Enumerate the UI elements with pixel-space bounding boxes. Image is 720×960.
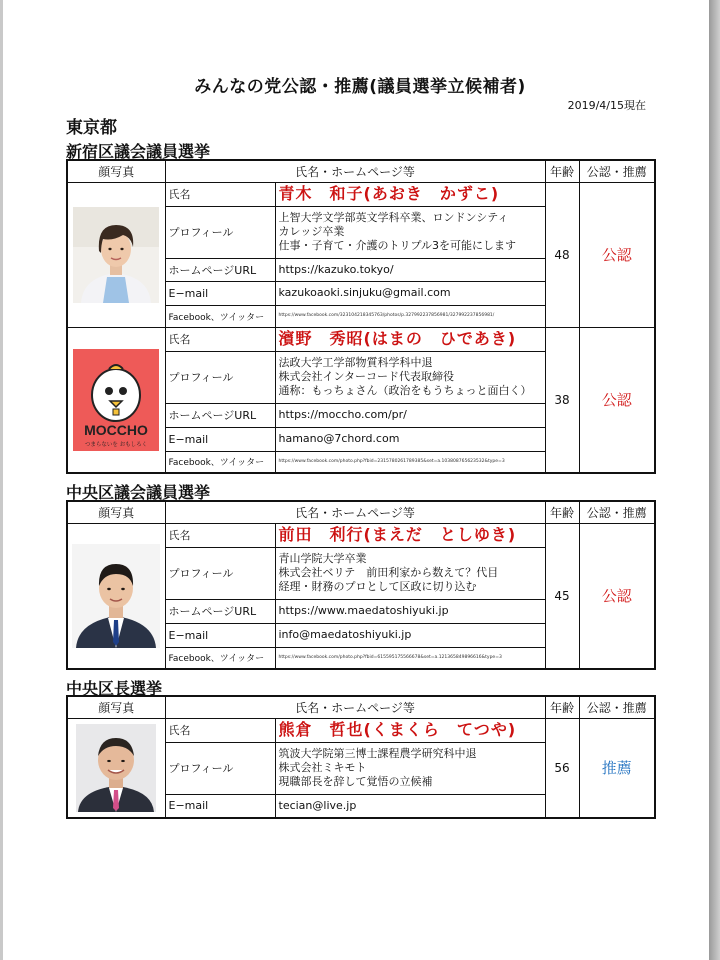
row-label-email: E−mail — [165, 427, 275, 451]
row-label-email: E−mail — [165, 794, 275, 818]
header-name-hp: 氏名・ホームページ等 — [165, 160, 545, 182]
row-label-hp: ホームページURL — [165, 258, 275, 281]
candidate-facebook-link[interactable]: https://www.facebook.com/photo.php?fbid=2315780261789385&set=a.103808765623532&type=3 — [275, 451, 545, 473]
row-label-facebook: Facebook、ツイッター — [165, 647, 275, 669]
candidate-profile — [275, 206, 545, 258]
candidate-name: 前田 利行(まえだ としゆき) — [275, 523, 545, 547]
row-label-email: E−mail — [165, 623, 275, 647]
candidate-age: 56 — [545, 718, 579, 818]
header-photo: 顔写真 — [67, 160, 165, 182]
candidate-facebook-link[interactable]: https://www.facebook.com/photo.php?fbid=615595175566678&set=a.121365849896616&type=3 — [275, 647, 545, 669]
row-label-email: E−mail — [165, 281, 275, 305]
header-status: 公認・推薦 — [579, 696, 655, 718]
row-label-hp: ホームページURL — [165, 403, 275, 427]
section-title-chuo-assembly: 中央区議会議員選挙 — [66, 483, 211, 502]
document-date: 2019/4/15現在 — [567, 99, 646, 112]
profile-line: カレッジ卒業 — [278, 225, 345, 238]
row-label-name: 氏名 — [165, 327, 275, 351]
logo-text: MOCCHO — [84, 421, 149, 438]
table-header-row — [67, 160, 655, 182]
table-header-row — [67, 696, 655, 718]
table-header-row — [67, 501, 655, 523]
candidate-profile — [275, 547, 545, 599]
candidate-status: 推薦 — [579, 718, 655, 818]
profile-line: 株式会社インターコード代表取締役 — [278, 370, 455, 383]
row-label-profile: プロフィール — [165, 351, 275, 403]
candidate-age: 45 — [545, 523, 579, 669]
row-label-name: 氏名 — [165, 523, 275, 547]
table-row — [67, 182, 655, 206]
candidate-hp-link[interactable]: https://www.maedatoshiyuki.jp — [275, 599, 545, 623]
candidate-photo-cell — [67, 327, 165, 473]
header-name-hp: 氏名・ホームページ等 — [165, 501, 545, 523]
row-label-name: 氏名 — [165, 718, 275, 742]
candidate-email[interactable]: info@maedatoshiyuki.jp — [275, 623, 545, 647]
man-portrait-photo — [76, 724, 156, 812]
candidate-table-shinjuku — [66, 159, 656, 474]
table-row — [67, 718, 655, 742]
candidate-photo-cell — [67, 718, 165, 818]
candidate-hp-link[interactable]: https://kazuko.tokyo/ — [275, 258, 545, 281]
table-row — [67, 523, 655, 547]
header-status: 公認・推薦 — [579, 160, 655, 182]
row-label-hp: ホームページURL — [165, 599, 275, 623]
section-title-shinjuku: 新宿区議会議員選挙 — [66, 142, 211, 161]
candidate-status: 公認 — [579, 327, 655, 473]
profile-line: 上智大学文学部英文学科卒業、ロンドンシティ — [278, 211, 509, 224]
header-age: 年齢 — [545, 696, 579, 718]
profile-line: 現職部長を辞して覚悟の立候補 — [278, 775, 433, 788]
row-label-profile: プロフィール — [165, 547, 275, 599]
document-title: みんなの党公認・推薦(議員選挙立候補者) — [194, 77, 526, 97]
candidate-photo-cell — [67, 182, 165, 327]
row-label-profile: プロフィール — [165, 206, 275, 258]
row-label-name: 氏名 — [165, 182, 275, 206]
table-row — [67, 327, 655, 351]
section-title-chuo-mayor: 中央区長選挙 — [66, 679, 163, 698]
candidate-status: 公認 — [579, 523, 655, 669]
header-age: 年齢 — [545, 501, 579, 523]
profile-line: 通称：もっちょさん（政治をもうちょっと面白く） — [278, 384, 532, 397]
woman-portrait-photo — [73, 207, 159, 303]
candidate-name: 熊倉 哲也(くまくら てつや) — [275, 718, 545, 742]
candidate-name: 青木 和子(あおき かずこ) — [275, 182, 545, 206]
region-heading: 東京都 — [66, 118, 117, 138]
candidate-age: 48 — [545, 182, 579, 327]
man-portrait-photo — [72, 544, 160, 648]
candidate-profile — [275, 742, 545, 794]
candidate-table-chuo-mayor — [66, 695, 656, 819]
profile-line: 株式会社ベリテ 前田利家から数えて？代目 — [278, 566, 499, 579]
profile-line: 法政大学工学部物質科学科中退 — [278, 356, 433, 369]
candidate-profile — [275, 351, 545, 403]
profile-line: 経理・財務のプロとして区政に切り込む — [278, 580, 477, 593]
candidate-email[interactable]: kazukoaoki.sinjuku@gmail.com — [275, 281, 545, 305]
candidate-name: 濱野 秀昭(はまの ひであき) — [275, 327, 545, 351]
row-label-profile: プロフィール — [165, 742, 275, 794]
candidate-facebook-link[interactable]: https://www.facebook.com/323104218345763/photos/p.327992237856981/327992237856981/ — [275, 305, 545, 327]
candidate-photo-cell — [67, 523, 165, 669]
candidate-email[interactable]: tecian@live.jp — [275, 794, 545, 818]
candidate-status: 公認 — [579, 182, 655, 327]
row-label-facebook: Facebook、ツイッター — [165, 451, 275, 473]
profile-line: 株式会社ミキモト — [278, 761, 367, 774]
header-age: 年齢 — [545, 160, 579, 182]
header-photo: 顔写真 — [67, 501, 165, 523]
candidate-hp-link[interactable]: https://moccho.com/pr/ — [275, 403, 545, 427]
profile-line: 青山学院大学卒業 — [278, 552, 367, 565]
candidate-age: 38 — [545, 327, 579, 473]
logo-tagline: つまらないを おもしろく — [85, 441, 148, 448]
candidate-email[interactable]: hamano@7chord.com — [275, 427, 545, 451]
row-label-facebook: Facebook、ツイッター — [165, 305, 275, 327]
header-status: 公認・推薦 — [579, 501, 655, 523]
profile-line: 筑波大学院第三博士課程農学研究科中退 — [278, 747, 477, 760]
candidate-table-chuo-assembly — [66, 500, 656, 670]
profile-line: 仕事・子育て・介護のトリプル3を可能にします — [278, 239, 517, 252]
page-edge-shadow — [709, 0, 720, 960]
header-name-hp: 氏名・ホームページ等 — [165, 696, 545, 718]
moccho-mascot-logo — [73, 349, 159, 451]
header-photo: 顔写真 — [67, 696, 165, 718]
